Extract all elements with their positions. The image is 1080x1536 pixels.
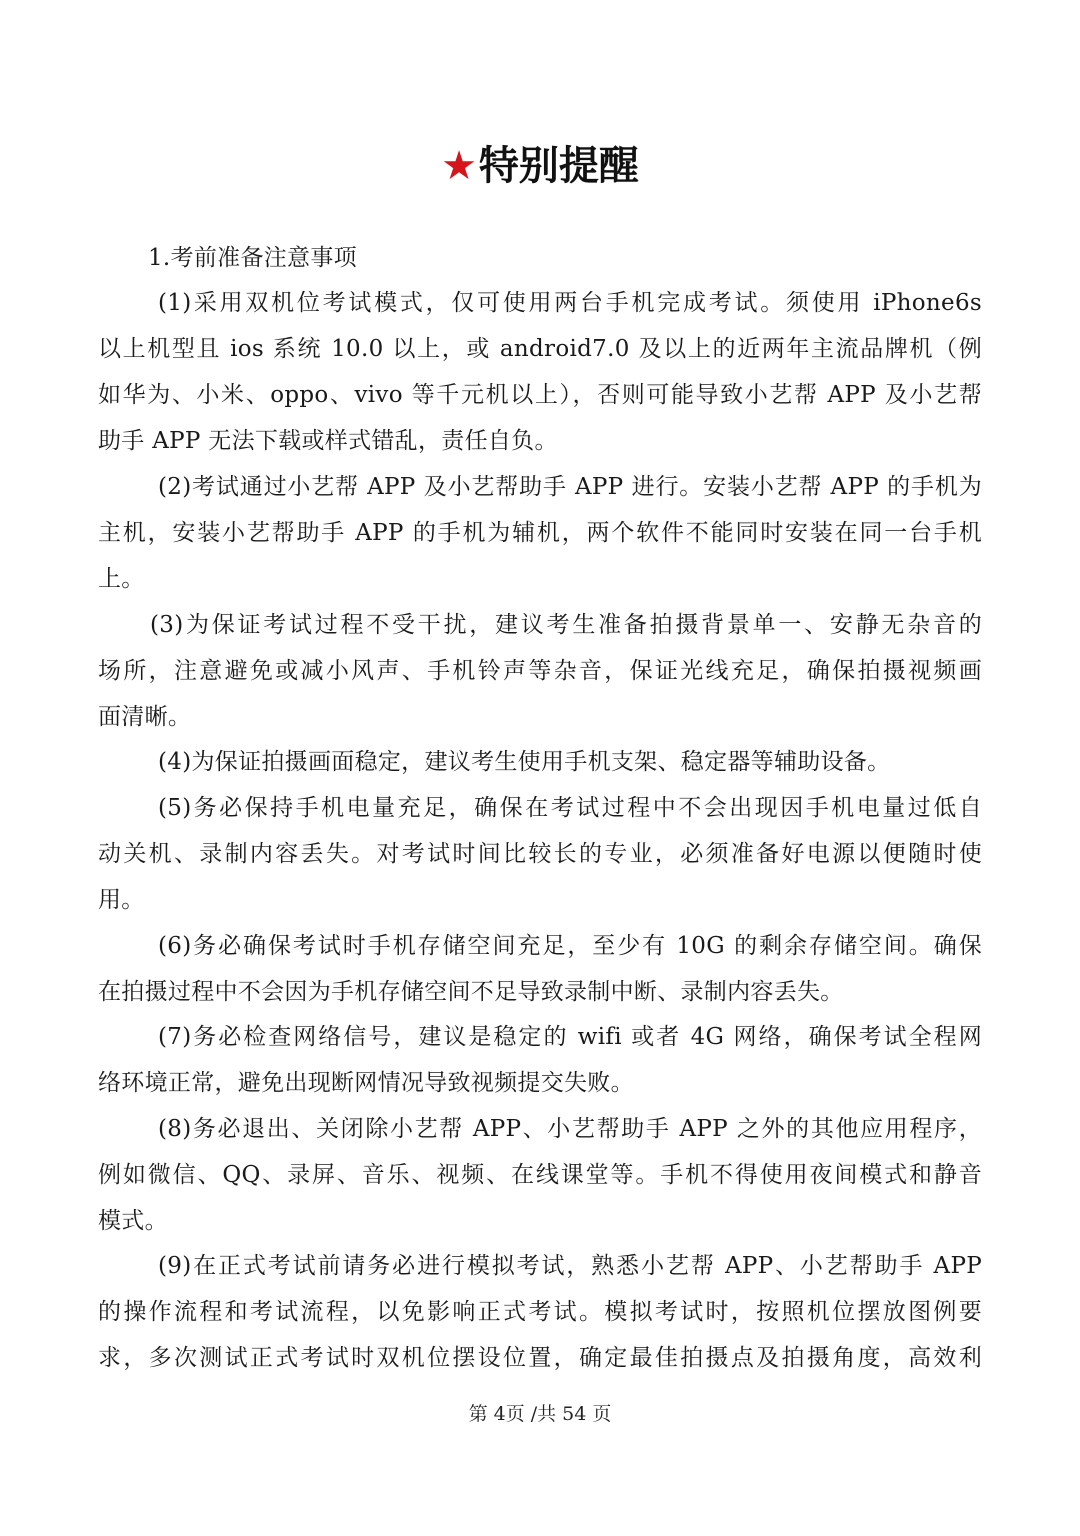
page-number: 第 4页 /共 54 页: [468, 1403, 612, 1425]
section-heading: 1.考前准备注意事项: [148, 245, 357, 271]
paragraph-line: (2)考试通过小艺帮 APP 及小艺帮助手 APP 进行。安装小艺帮 APP 的手机为: [158, 474, 982, 500]
paragraph-line: 主机，安装小艺帮助手 APP 的手机为辅机，两个软件不能同时安装在同一台手机: [98, 520, 982, 546]
paragraph-line: (3)为保证考试过程不受干扰，建议考生准备拍摄背景单一、安静无杂音的: [150, 612, 982, 638]
paragraph-line: (1)采用双机位考试模式，仅可使用两台手机完成考试。须使用 iPhone6s: [158, 290, 982, 316]
paragraph-line: 求，多次测试正式考试时双机位摆设位置，确定最佳拍摄点及拍摄角度，高效利: [98, 1345, 982, 1371]
paragraph-line: 在拍摄过程中不会因为手机存储空间不足导致录制中断、录制内容丢失。: [98, 979, 844, 1005]
page-title-text: 特别提醒: [478, 143, 639, 189]
paragraph-line: 例如微信、QQ、录屏、音乐、视频、在线课堂等。手机不得使用夜间模式和静音: [98, 1162, 982, 1188]
paragraph-line: 上。: [98, 566, 145, 592]
paragraph-line: 的操作流程和考试流程，以免影响正式考试。模拟考试时，按照机位摆放图例要: [98, 1299, 982, 1325]
paragraph-line: (6)务必确保考试时手机存储空间充足，至少有 10G 的剩余存储空间。确保: [158, 933, 982, 959]
paragraph-line: 如华为、小米、oppo、vivo 等千元机以上），否则可能导致小艺帮 APP 及小艺帮: [98, 382, 982, 408]
paragraph-line: (7)务必检查网络信号，建议是稳定的 wifi 或者 4G 网络，确保考试全程网: [158, 1024, 982, 1050]
paragraph-line: (9)在正式考试前请务必进行模拟考试，熟悉小艺帮 APP、小艺帮助手 APP: [158, 1253, 982, 1279]
paragraph-line: 用。: [98, 887, 145, 913]
paragraph-line: 模式。: [98, 1208, 168, 1234]
paragraph-line: 面清晰。: [98, 704, 192, 730]
paragraph-line: 络环境正常，避免出现断网情况导致视频提交失败。: [98, 1070, 634, 1096]
page-title: [0, 138, 1080, 194]
paragraph-line: 助手 APP 无法下载或样式错乱，责任自负。: [98, 428, 558, 454]
paragraph-line: (4)为保证拍摄画面稳定，建议考生使用手机支架、稳定器等辅助设备。: [158, 749, 891, 775]
paragraph-line: (8)务必退出、关闭除小艺帮 APP、小艺帮助手 APP 之外的其他应用程序，: [158, 1116, 982, 1142]
paragraph-line: 场所，注意避免或减小风声、手机铃声等杂音，保证光线充足，确保拍摄视频画: [98, 658, 982, 684]
star-icon: ★: [441, 143, 477, 189]
paragraph-line: (5)务必保持手机电量充足，确保在考试过程中不会出现因手机电量过低自: [158, 795, 982, 821]
paragraph-line: 以上机型且 ios 系统 10.0 以上，或 android7.0 及以上的近两年主流品牌机（例: [98, 336, 982, 362]
paragraph-line: 动关机、录制内容丢失。对考试时间比较长的专业，必须准备好电源以便随时使: [98, 841, 982, 867]
